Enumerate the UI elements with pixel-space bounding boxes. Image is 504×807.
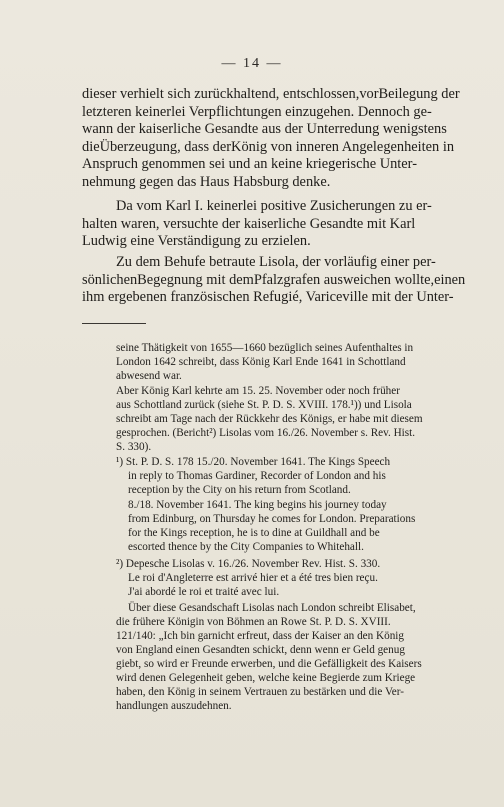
text-line: dieser verhielt sich zurückhaltend, entschlossen,vorBeilegung der xyxy=(82,86,460,102)
text-line: Da vom Karl I. keinerlei positive Zusicherungen zu er- xyxy=(116,198,432,214)
footnote-line: from Edinburg, on Thursday he comes for London. Preparations xyxy=(128,513,416,525)
footnote-paragraph xyxy=(82,384,474,454)
footnote-line: seine Thätigkeit von 1655—1660 bezüglich seines Aufenthaltes in xyxy=(116,342,414,354)
text-line: halten waren, versuchte der kaiserliche Gesandte mit Karl xyxy=(82,215,416,232)
footnote-line: ¹) St. P. D. S. 178 15./20. November 1641. The Kings Speech xyxy=(116,456,391,468)
text-line: Ludwig eine Verständigung zu erzielen. xyxy=(82,233,311,250)
text-line: wann der kaiserliche Gesandte aus der Unterredung wenigstens xyxy=(82,121,447,138)
footnote-line: gesprochen. (Bericht²) Lisolas vom 16./26. November s. Rev. Hist. xyxy=(116,427,416,439)
footnote-line: von England einen Gesandten schickt, denn wenn er Geld genug xyxy=(116,644,405,656)
footnote-line: haben, den König in seinem Vertrauen zu bestärken und die Ver- xyxy=(116,686,404,698)
footnote-line: J'ai abordé le roi et traité avec lui. xyxy=(128,586,280,598)
body-paragraph-2 xyxy=(82,198,472,251)
text-line: Zu dem Behufe betraute Lisola, der vorläufig einer per- xyxy=(116,254,436,270)
footnote-line: Aber König Karl kehrte am 15. 25. November oder noch früher xyxy=(116,385,400,397)
footnote-line: Le roi d'Angleterre est arrivé hier et a été tres bien reçu. xyxy=(128,572,378,584)
footnote-line: schreibt am Tage nach der Rückkehr des Königs, er habe mit diesem xyxy=(116,413,423,425)
text-line: ihm ergebenen französischen Refugié, Variceville mit der Unter- xyxy=(82,289,454,306)
text-line: dieÜberzeugung, dass derKönig von inneren Angelegenheiten in xyxy=(82,138,455,155)
text-line: letzteren keinerlei Verpflichtungen einzugehen. Dennoch ge- xyxy=(82,103,432,120)
footnote-1 xyxy=(82,455,474,497)
footnote-line: London 1642 schreibt, dass König Karl Ende 1641 in Schottland xyxy=(116,356,406,368)
footnote-continuation xyxy=(82,341,474,383)
body-paragraph-1 xyxy=(82,86,472,192)
footnote-line: Über diese Gesandschaft Lisolas nach London schreibt Elisabet, xyxy=(128,602,416,614)
footnote-2-continued xyxy=(82,601,474,713)
footnote-line: die frühere Königin von Böhmen an Rowe St. P. D. S. XVIII. xyxy=(116,616,391,628)
footnote-line: ²) Depesche Lisolas v. 16./26. November Rev. Hist. S. 330. xyxy=(116,558,381,570)
footnote-line: in reply to Thomas Gardiner, Recorder of London and his xyxy=(128,470,386,482)
footnote-line: S. 330). xyxy=(116,441,152,453)
footnote-line: abwesend war. xyxy=(116,370,182,382)
footnote-line: wird denen Gelegenheit geben, welche keine Begierde zum Kriege xyxy=(116,672,416,684)
footnote-line: for the Kings reception, he is to dine at Guildhall and be xyxy=(128,527,380,539)
footnote-2 xyxy=(82,557,474,599)
text-line: nehmung gegen das Haus Habsburg denke. xyxy=(82,173,331,190)
footnote-1-continued xyxy=(82,498,474,554)
footnote-line: giebt, so wird er Freunde erwerben, und die Gefälligkeit des Kaisers xyxy=(116,658,422,670)
footnote-line: 8./18. November 1641. The king begins his journey today xyxy=(128,499,387,511)
footnote-line: escorted thence by the City Companies to Whitehall. xyxy=(128,541,364,553)
text-line: sönlichenBegegnung mit demPfalzgrafen ausweichen wollte,einen xyxy=(82,271,466,288)
footnote-line: handlungen auszudehnen. xyxy=(116,700,232,712)
page-number: — 14 — xyxy=(221,56,283,71)
footnote-line: reception by the City on his return from Scotland. xyxy=(128,484,351,496)
footnote-line: aus Schottland zurück (siehe St. P. D. S. XVIII. 178.¹)) und Lisola xyxy=(116,399,412,411)
footnote-divider xyxy=(82,323,146,324)
footnote-line: 121/140: „Ich bin garnicht erfreut, dass der Kaiser an den König xyxy=(116,630,404,642)
text-line: Anspruch genommen sei und an keine kriegerische Unter- xyxy=(82,156,417,173)
body-paragraph-3 xyxy=(82,254,472,307)
